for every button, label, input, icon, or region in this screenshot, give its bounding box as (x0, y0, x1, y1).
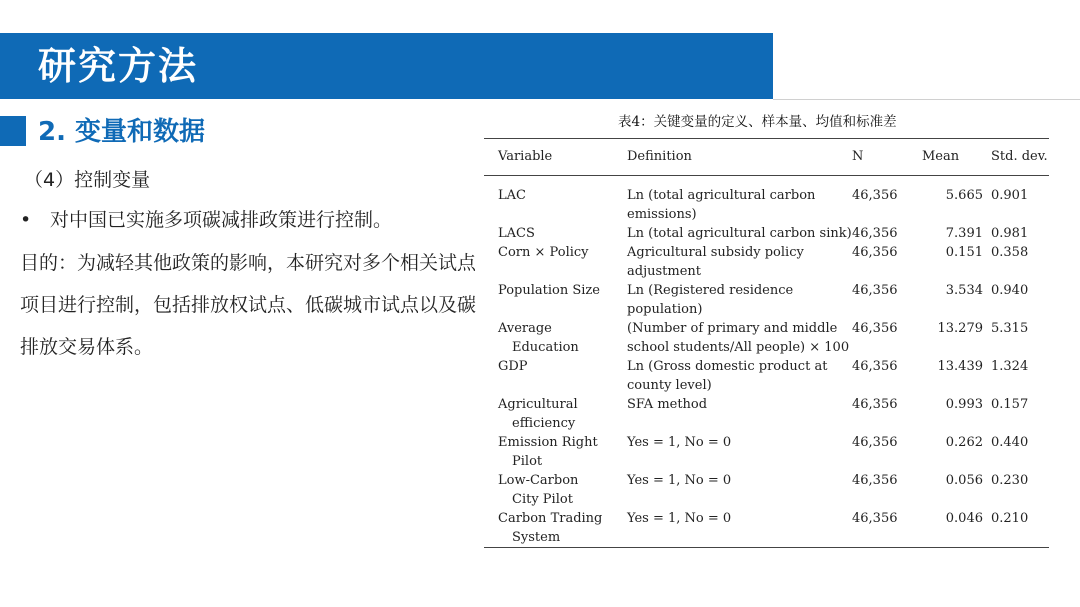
cell-variable (484, 319, 627, 357)
cell-definition: Yes = 1, No = 0 (627, 473, 732, 488)
variable-name-continued: System (512, 530, 561, 545)
table-row (484, 243, 1049, 281)
cell-mean: 13.279 (937, 321, 983, 336)
table-caption: 表4：关键变量的定义、样本量、均值和标准差 (618, 114, 897, 130)
table-row (484, 357, 1049, 395)
title-bar (0, 33, 773, 99)
cell-variable (484, 395, 627, 433)
cell-variable (484, 471, 627, 509)
cell-n: 46,356 (852, 435, 898, 450)
table-header-row (484, 139, 1049, 176)
cell-definition: Ln (total agricultural carbon sink) (627, 226, 852, 241)
header-sd: Std. dev. (991, 149, 1048, 164)
table-row (484, 176, 1049, 225)
variable-name: GDP (498, 359, 528, 374)
cell-n: 46,356 (852, 188, 898, 203)
table-row (484, 509, 1049, 548)
cell-mean: 0.993 (945, 397, 983, 412)
cell-mean: 0.046 (945, 511, 983, 526)
cell-variable (484, 243, 627, 281)
section-heading: 2. 变量和数据 (38, 117, 206, 147)
table-row (484, 281, 1049, 319)
variable-name: Population Size (498, 283, 600, 298)
bullet-item (20, 206, 392, 234)
bullet-text: 对中国已实施多项碳减排政策进行控制。 (50, 209, 393, 231)
cell-n: 46,356 (852, 359, 898, 374)
variable-name: Carbon Trading (498, 511, 603, 526)
variables-table (484, 138, 1049, 548)
header-n: N (852, 149, 864, 164)
cell-mean: 7.391 (945, 226, 983, 241)
variable-name: Low-Carbon (498, 473, 579, 488)
cell-n: 46,356 (852, 397, 898, 412)
cell-mean: 5.665 (945, 188, 983, 203)
table-row (484, 395, 1049, 433)
cell-definition: Yes = 1, No = 0 (627, 435, 732, 450)
cell-n: 46,356 (852, 283, 898, 298)
variable-name-continued: Pilot (512, 454, 543, 469)
cell-mean: 0.056 (945, 473, 983, 488)
paragraph: 目的：为减轻其他政策的影响，本研究对多个相关试点项目进行控制，包括排放权试点、低碳城市试点以及碳排放交易体系。 (20, 252, 477, 358)
header-rule (773, 99, 1080, 100)
variable-name-continued: efficiency (512, 416, 576, 431)
cell-sd: 1.324 (991, 359, 1029, 374)
table-row (484, 224, 1049, 243)
cell-n: 46,356 (852, 226, 898, 241)
cell-n: 46,356 (852, 473, 898, 488)
cell-variable (484, 176, 627, 225)
cell-sd: 0.901 (991, 188, 1029, 203)
cell-sd: 0.157 (991, 397, 1029, 412)
cell-definition: Ln (Registered residence population) (627, 283, 794, 317)
variable-name: LAC (498, 188, 526, 203)
sub-heading: （4）控制变量 (24, 169, 151, 191)
cell-definition: Ln (Gross domestic product at county level) (627, 359, 828, 393)
cell-mean: 0.151 (945, 245, 983, 260)
cell-mean: 3.534 (945, 283, 983, 298)
table-row (484, 319, 1049, 357)
cell-definition: Agricultural subsidy policy adjustment (627, 245, 804, 279)
cell-n: 46,356 (852, 511, 898, 526)
variable-name: Average (498, 321, 552, 336)
cell-definition: SFA method (627, 397, 708, 412)
cell-sd: 0.210 (991, 511, 1029, 526)
cell-variable (484, 433, 627, 471)
cell-mean: 0.262 (945, 435, 983, 450)
cell-definition: Yes = 1, No = 0 (627, 511, 732, 526)
variable-name-continued: Education (512, 340, 579, 355)
header-variable: Variable (498, 149, 553, 164)
page-title: 研究方法 (38, 44, 199, 88)
header-mean: Mean (922, 149, 960, 164)
cell-sd: 0.940 (991, 283, 1029, 298)
cell-sd: 0.981 (991, 226, 1029, 241)
cell-variable (484, 357, 627, 395)
cell-mean: 13.439 (937, 359, 983, 374)
section-marker (0, 116, 26, 146)
variable-name: LACS (498, 226, 535, 241)
cell-sd: 0.230 (991, 473, 1029, 488)
variable-name: Emission Right (498, 435, 598, 450)
cell-n: 46,356 (852, 245, 898, 260)
cell-sd: 5.315 (991, 321, 1029, 336)
table-row (484, 433, 1049, 471)
table-row (484, 471, 1049, 509)
cell-variable (484, 224, 627, 243)
header-definition: Definition (627, 149, 692, 164)
cell-n: 46,356 (852, 321, 898, 336)
variable-name: Corn × Policy (498, 245, 589, 260)
cell-variable (484, 509, 627, 548)
cell-definition: Ln (total agricultural carbon emissions) (627, 188, 816, 222)
variable-name-continued: City Pilot (512, 492, 573, 507)
variable-name: Agricultural (498, 397, 578, 412)
cell-sd: 0.440 (991, 435, 1029, 450)
cell-variable (484, 281, 627, 319)
cell-definition: (Number of primary and middle school students/All people) × 100 (627, 321, 850, 355)
bullet-dot: • (20, 209, 32, 231)
cell-sd: 0.358 (991, 245, 1029, 260)
